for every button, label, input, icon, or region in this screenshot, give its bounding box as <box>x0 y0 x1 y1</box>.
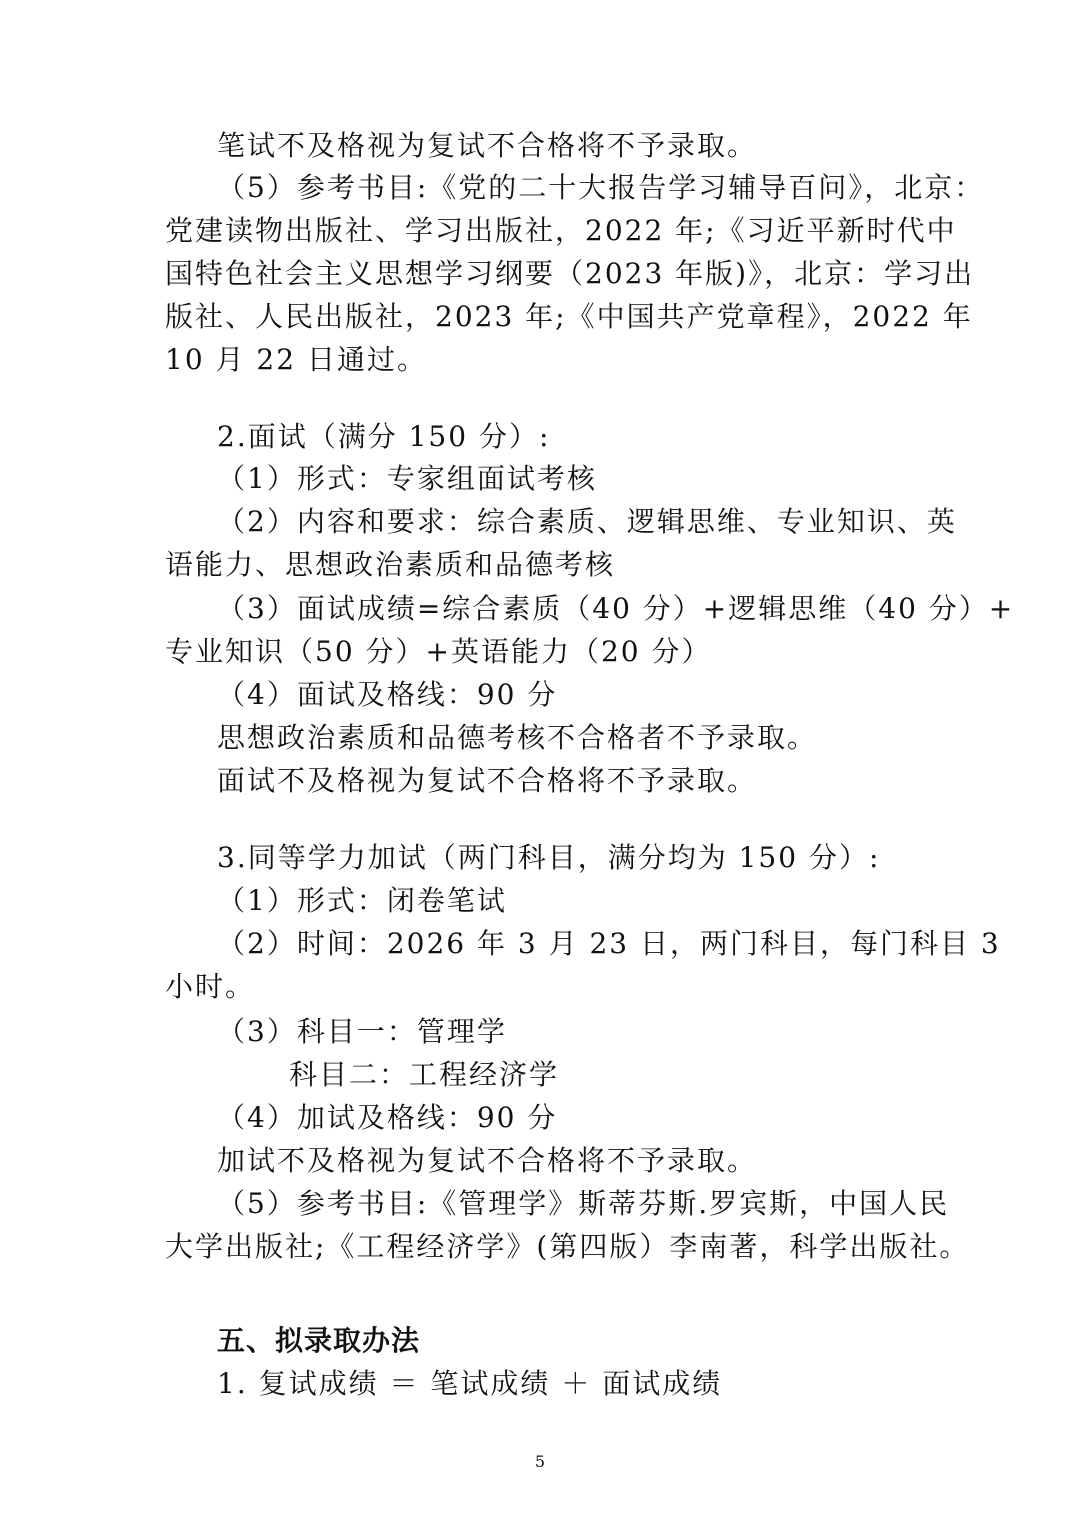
text-line-reference-books-5: 10 月 22 日通过。 <box>165 343 427 376</box>
equivalent-exam-pass-line: （4）加试及格线：90 分 <box>217 1101 558 1134</box>
interview-content-2: 语能力、思想政治素质和品德考核 <box>165 548 616 581</box>
equivalent-exam-books-2: 大学出版社;《工程经济学》(第四版）李南著，科学出版社。 <box>165 1230 970 1263</box>
equivalent-exam-time-2: 小时。 <box>165 970 256 1003</box>
section-interview-title: 2.面试（满分 150 分）: <box>217 420 551 453</box>
text-line-reference-books-4: 版社、人民出版社，2023 年;《中国共产党章程》，2022 年 <box>165 300 973 333</box>
interview-fail-note: 面试不及格视为复试不合格将不予录取。 <box>217 764 758 797</box>
text-line-written-exam-fail: 笔试不及格视为复试不合格将不予录取。 <box>217 129 758 162</box>
text-line-reference-books-1: （5）参考书目:《党的二十大报告学习辅导百问》，北京： <box>217 171 985 204</box>
equivalent-exam-books-1: （5）参考书目:《管理学》斯蒂芬斯.罗宾斯，中国人民 <box>217 1187 950 1220</box>
interview-content-1: （2）内容和要求：综合素质、逻辑思维、专业知识、英 <box>217 505 957 538</box>
page-number: 5 <box>534 1452 546 1471</box>
interview-moral-note: 思想政治素质和品德考核不合格者不予录取。 <box>217 721 818 754</box>
interview-format: （1）形式：专家组面试考核 <box>217 462 597 495</box>
equivalent-exam-subject-2: 科目二：工程经济学 <box>289 1058 560 1091</box>
interview-score-2: 专业知识（50 分）+英语能力（20 分） <box>165 635 712 668</box>
equivalent-exam-subject-1: （3）科目一：管理学 <box>217 1015 507 1048</box>
equivalent-exam-format: （1）形式：闭卷笔试 <box>217 884 507 917</box>
section-admission-method-heading: 五、拟录取办法 <box>217 1324 421 1357</box>
text-line-reference-books-3: 国特色社会主义思想学习纲要（2023 年版)》，北京：学习出 <box>165 257 975 290</box>
admission-score-formula: 1. 复试成绩 ＝ 笔试成绩 ＋ 面试成绩 <box>217 1367 723 1400</box>
equivalent-exam-time-1: （2）时间：2026 年 3 月 23 日，两门科目，每门科目 3 <box>217 927 1001 960</box>
equivalent-exam-fail-note: 加试不及格视为复试不合格将不予录取。 <box>217 1144 758 1177</box>
interview-score-1: （3）面试成绩=综合素质（40 分）+逻辑思维（40 分）+ <box>217 592 1015 625</box>
interview-pass-line: （4）面试及格线：90 分 <box>217 678 558 711</box>
text-line-reference-books-2: 党建读物出版社、学习出版社，2022 年;《习近平新时代中 <box>165 214 957 247</box>
section-equivalent-exam-title: 3.同等学力加试（两门科目，满分均为 150 分）: <box>217 841 881 874</box>
